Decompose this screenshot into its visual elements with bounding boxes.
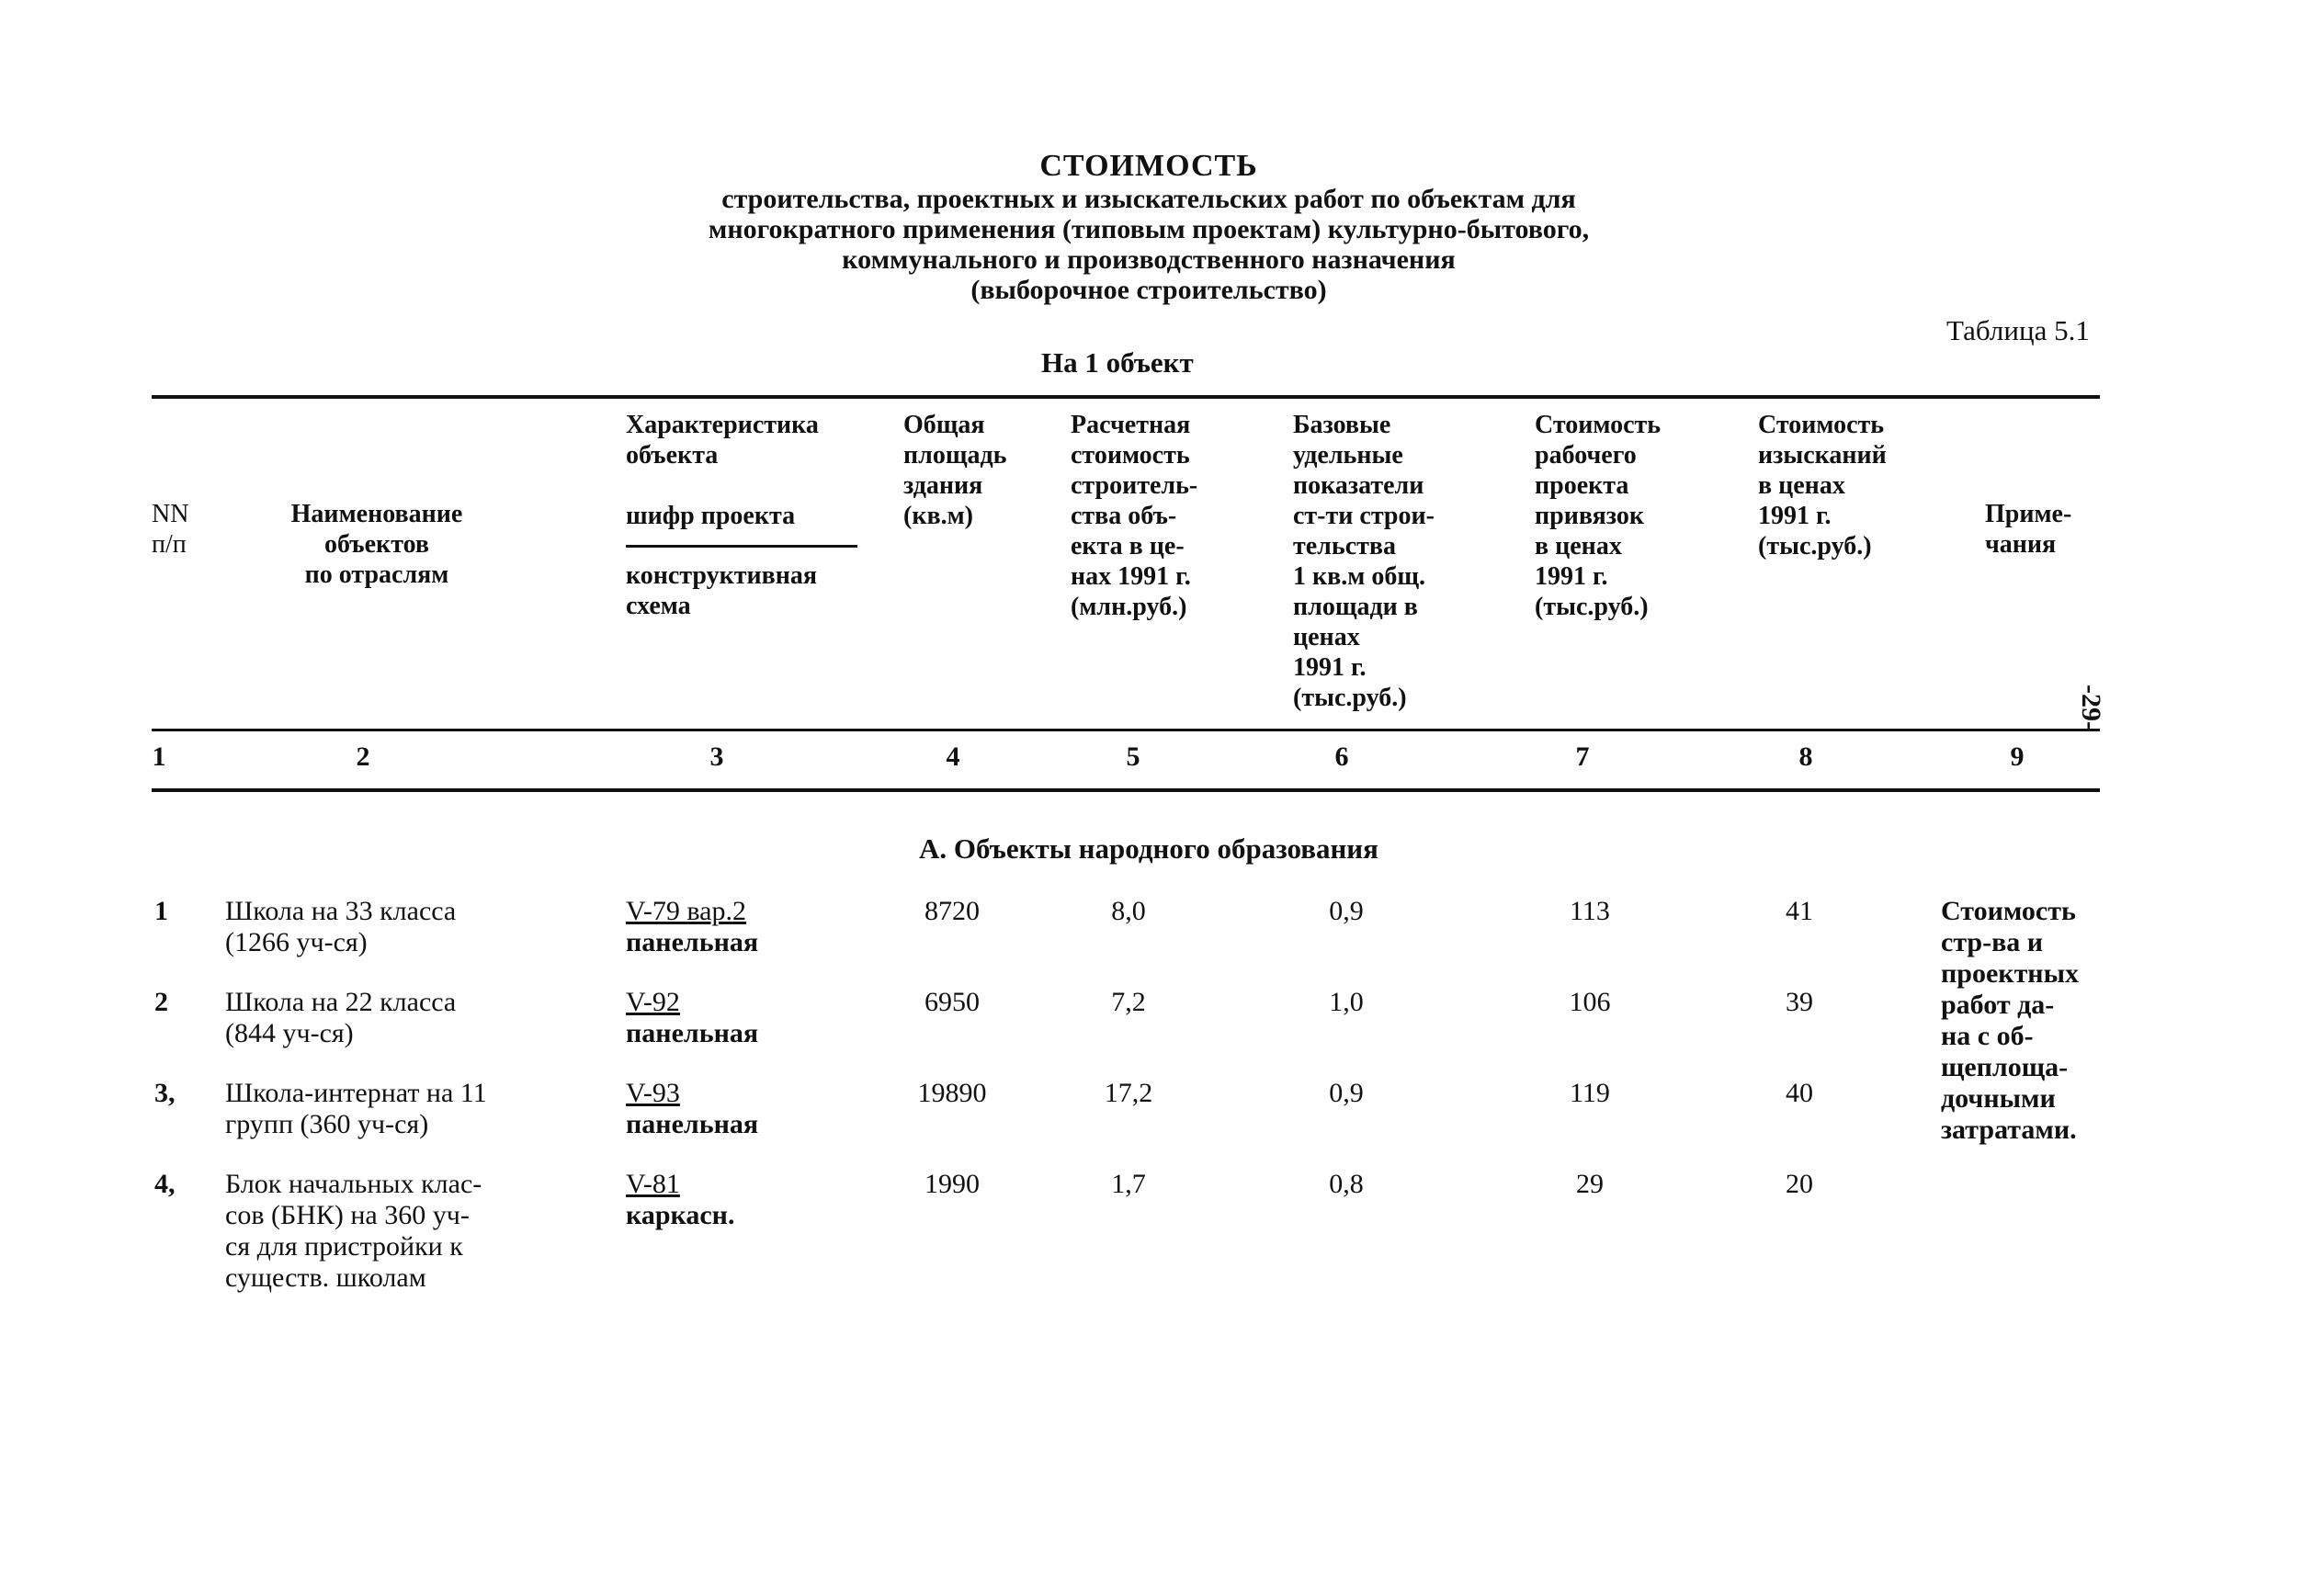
- construction-scheme: панельная: [626, 1018, 759, 1048]
- row-number: 1: [154, 896, 168, 926]
- unit-cost: 1,0: [1329, 987, 1364, 1017]
- column-number: 5: [1126, 741, 1140, 772]
- unit-cost: 0,9: [1329, 1078, 1364, 1108]
- subtitle-line: (выборочное строительство): [970, 275, 1327, 305]
- column-number: 2: [356, 741, 370, 772]
- row-number: 3,: [154, 1078, 176, 1108]
- subtitle-line: коммунального и производственного назначения: [842, 244, 1456, 275]
- column-number: 6: [1334, 741, 1349, 772]
- column-number: 1: [152, 741, 166, 772]
- header-col-3-bottom: конструктивная схема: [626, 561, 818, 620]
- header-col-1: NN п/п: [152, 500, 189, 559]
- total-area: 19890: [917, 1078, 987, 1108]
- section-title: А. Объекты народного образования: [919, 832, 1378, 865]
- unit-cost: 0,8: [1329, 1169, 1364, 1199]
- object-name: Школа-интернат на 11 групп (360 уч-ся): [225, 1078, 487, 1139]
- unit-cost: 0,9: [1329, 896, 1364, 926]
- per-object-label: На 1 объект: [1041, 346, 1194, 379]
- table-top-rule: [152, 395, 2100, 399]
- header-col-3-mid: шифр проекта: [626, 502, 796, 530]
- total-area: 8720: [924, 896, 980, 926]
- column-number: 8: [1798, 741, 1813, 772]
- construction-scheme: панельная: [626, 1109, 759, 1139]
- survey-cost: 41: [1786, 896, 1813, 926]
- column-number: 4: [946, 741, 960, 772]
- header-col-6: Базовые удельные показатели ст-ти строи- тельства 1 кв.м общ. площади в ценах 1991 г. (тыс.руб.): [1293, 411, 1435, 712]
- project-cost: 119: [1570, 1078, 1610, 1108]
- header-col-5: Расчетная стоимость строитель- ства объ- екта в це- нах 1991 г. (млн.руб.): [1071, 411, 1198, 621]
- project-code: V-92: [626, 987, 680, 1017]
- construction-cost: 1,7: [1111, 1169, 1146, 1199]
- project-code: V-93: [626, 1078, 680, 1108]
- column-number: 3: [709, 741, 724, 772]
- header-col-9: Приме- чания: [1985, 500, 2072, 559]
- construction-scheme: каркасн.: [626, 1200, 735, 1230]
- survey-cost: 20: [1786, 1169, 1813, 1199]
- header-col-4: Общая площадь здания (кв.м): [903, 411, 1007, 530]
- total-area: 1990: [924, 1169, 980, 1199]
- header-col-7: Стоимость рабочего проекта привязок в ценах 1991 г. (тыс.руб.): [1535, 411, 1662, 621]
- project-cost: 106: [1569, 987, 1611, 1017]
- row-number: 4,: [154, 1169, 176, 1199]
- header-col-8: Стоимость изысканий в ценах 1991 г. (тыс.руб.): [1758, 411, 1887, 560]
- construction-scheme: панельная: [626, 927, 759, 957]
- notes-cell: Стоимость стр-ва и проектных работ да- на с об- щеплоща- дочными затратами.: [1941, 896, 2080, 1145]
- column-numbers-rule: [152, 788, 2100, 792]
- project-code: V-81: [626, 1169, 680, 1199]
- header-col-3-divider: [626, 545, 857, 548]
- project-code: V-79 вар.2: [626, 896, 746, 926]
- construction-cost: 17,2: [1104, 1078, 1153, 1108]
- row-number: 2: [154, 987, 168, 1017]
- project-cost: 29: [1576, 1169, 1604, 1199]
- project-cost: 113: [1570, 896, 1610, 926]
- survey-cost: 40: [1786, 1078, 1813, 1108]
- document-subtitle: [0, 184, 2297, 305]
- survey-cost: 39: [1786, 987, 1813, 1017]
- page-number: -29-: [2076, 685, 2106, 730]
- object-name: Школа на 22 класса (844 уч-ся): [225, 987, 457, 1048]
- object-name: Блок начальных клас- сов (БНК) на 360 уч- ся для пристройки к существ. школам: [225, 1169, 482, 1293]
- header-col-2: Наименование объектов по отраслям: [290, 500, 463, 589]
- subtitle-line: строительства, проектных и изыскательских работ по объектам для: [721, 184, 1576, 214]
- header-bottom-rule: [152, 729, 2100, 731]
- construction-cost: 8,0: [1111, 896, 1146, 926]
- subtitle-line: многократного применения (типовым проектам) культурно-бытового,: [708, 214, 1590, 244]
- header-col-3-top: Характеристика объекта: [626, 411, 819, 470]
- column-number: 9: [2010, 741, 2025, 772]
- column-number: 7: [1575, 741, 1590, 772]
- table-number: Таблица 5.1: [1946, 314, 2090, 346]
- construction-cost: 7,2: [1111, 987, 1146, 1017]
- document-title: СТОИМОСТЬ: [1039, 149, 1258, 183]
- total-area: 6950: [924, 987, 980, 1017]
- object-name: Школа на 33 класса (1266 уч-ся): [225, 896, 457, 957]
